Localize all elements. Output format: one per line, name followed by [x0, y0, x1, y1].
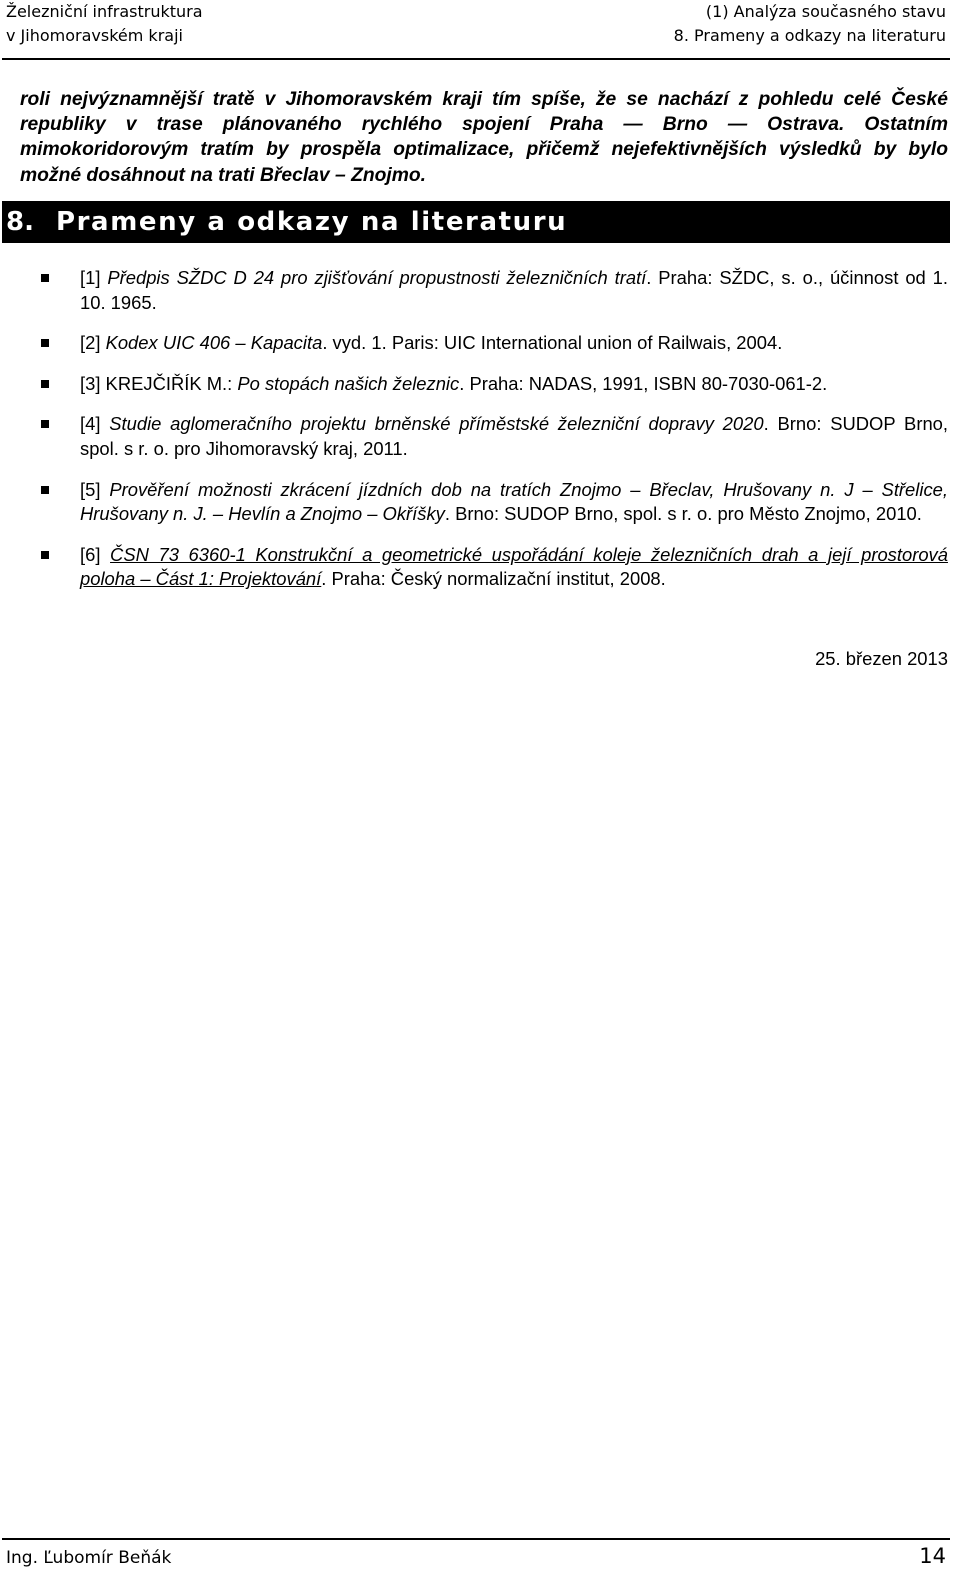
reference-number: [2]	[80, 332, 106, 354]
reference-item	[0, 412, 948, 461]
header-chapter-line1: (1) Analýza současného stavu	[705, 2, 946, 21]
reference-number: [1]	[80, 267, 108, 288]
square-bullet-icon	[41, 486, 49, 494]
reference-publisher: . Praha: SŽDC, s. o., účinnost od 1. 10. 1965.	[80, 267, 949, 313]
footer-rule	[2, 1538, 950, 1540]
reference-title: Po stopách našich železnic	[237, 372, 460, 394]
reference-number: [3] KREJČIŘÍK M.:	[80, 372, 238, 394]
reference-publisher: . Praha: Český normalizační institut, 2008.	[321, 568, 666, 590]
reference-title: ČSN 73 6360-1 Konstrukční a geometrické uspořádání koleje železničních drah a její prostorová poloha – Část 1: Projektování	[80, 543, 948, 590]
intro-paragraph: roli nejvýznamnější tratě v Jihomoravském kraji tím spíše, že se nachází z pohledu celé České republiky v trase plánovaného rychlého spojení Praha — Brno — Ostrava. Ostatním mimokoridorovým tratím by prospěla optimalizace, přičemž nejefektivnějších výsledků by bylo možné dosáhnout na trati Břeclav – Znojmo.	[20, 89, 948, 186]
reference-publisher: . vyd. 1. Paris: UIC International union of Railwais, 2004.	[322, 332, 783, 354]
header-chapter-line2: 8. Prameny a odkazy na literaturu	[673, 26, 946, 45]
reference-number: [4]	[80, 413, 110, 435]
header-title-line2: v Jihomoravském kraji	[6, 26, 183, 45]
reference-item	[0, 266, 948, 315]
reference-item	[0, 372, 948, 397]
section-heading	[2, 201, 950, 243]
reference-title: Kodex UIC 406 – Kapacita	[105, 332, 323, 354]
reference-publisher: . Brno: SUDOP Brno, spol. s r. o. pro Město Znojmo, 2010.	[444, 503, 922, 525]
page-header	[0, 0, 960, 56]
reference-number: [6]	[80, 543, 111, 565]
header-title-line1: Železniční infrastruktura	[6, 2, 203, 21]
header-left	[6, 0, 203, 48]
section-number: 8.	[6, 207, 34, 237]
square-bullet-icon	[41, 339, 49, 347]
square-bullet-icon	[41, 420, 49, 428]
page-footer	[0, 1542, 960, 1572]
square-bullet-icon	[41, 380, 49, 388]
document-date: 25. březen 2013	[815, 648, 948, 669]
reference-item	[0, 331, 948, 356]
section-title: Prameny a odkazy na literaturu	[55, 207, 568, 237]
reference-title: Prověření možnosti zkrácení jízdních dob na tratích Znojmo – Břeclav, Hrušovany n. J – Střelice, Hrušovany n. J. – Hevlín a Znojmo – Okříšky	[80, 478, 948, 525]
reference-publisher: . Praha: NADAS, 1991, ISBN 80-7030-061-2.	[459, 372, 828, 394]
reference-item	[0, 543, 948, 592]
header-rule	[2, 58, 950, 60]
square-bullet-icon	[41, 551, 49, 559]
square-bullet-icon	[41, 274, 49, 282]
footer-author: Ing. Ľubomír Beňák	[6, 1548, 172, 1568]
reference-title: Předpis SŽDC D 24 pro zjišťování propustnosti železničních tratí	[107, 267, 647, 288]
reference-title: Studie aglomeračního projektu brněnské příměstské železniční dopravy 2020	[109, 413, 764, 435]
reference-item	[0, 478, 948, 527]
reference-number: [5]	[80, 478, 110, 500]
reference-publisher: . Brno: SUDOP Brno, spol. s r. o. pro Jihomoravský kraj, 2011.	[80, 413, 949, 459]
header-right	[674, 0, 946, 48]
page-number: 14	[919, 1544, 946, 1568]
reference-list	[0, 266, 948, 608]
